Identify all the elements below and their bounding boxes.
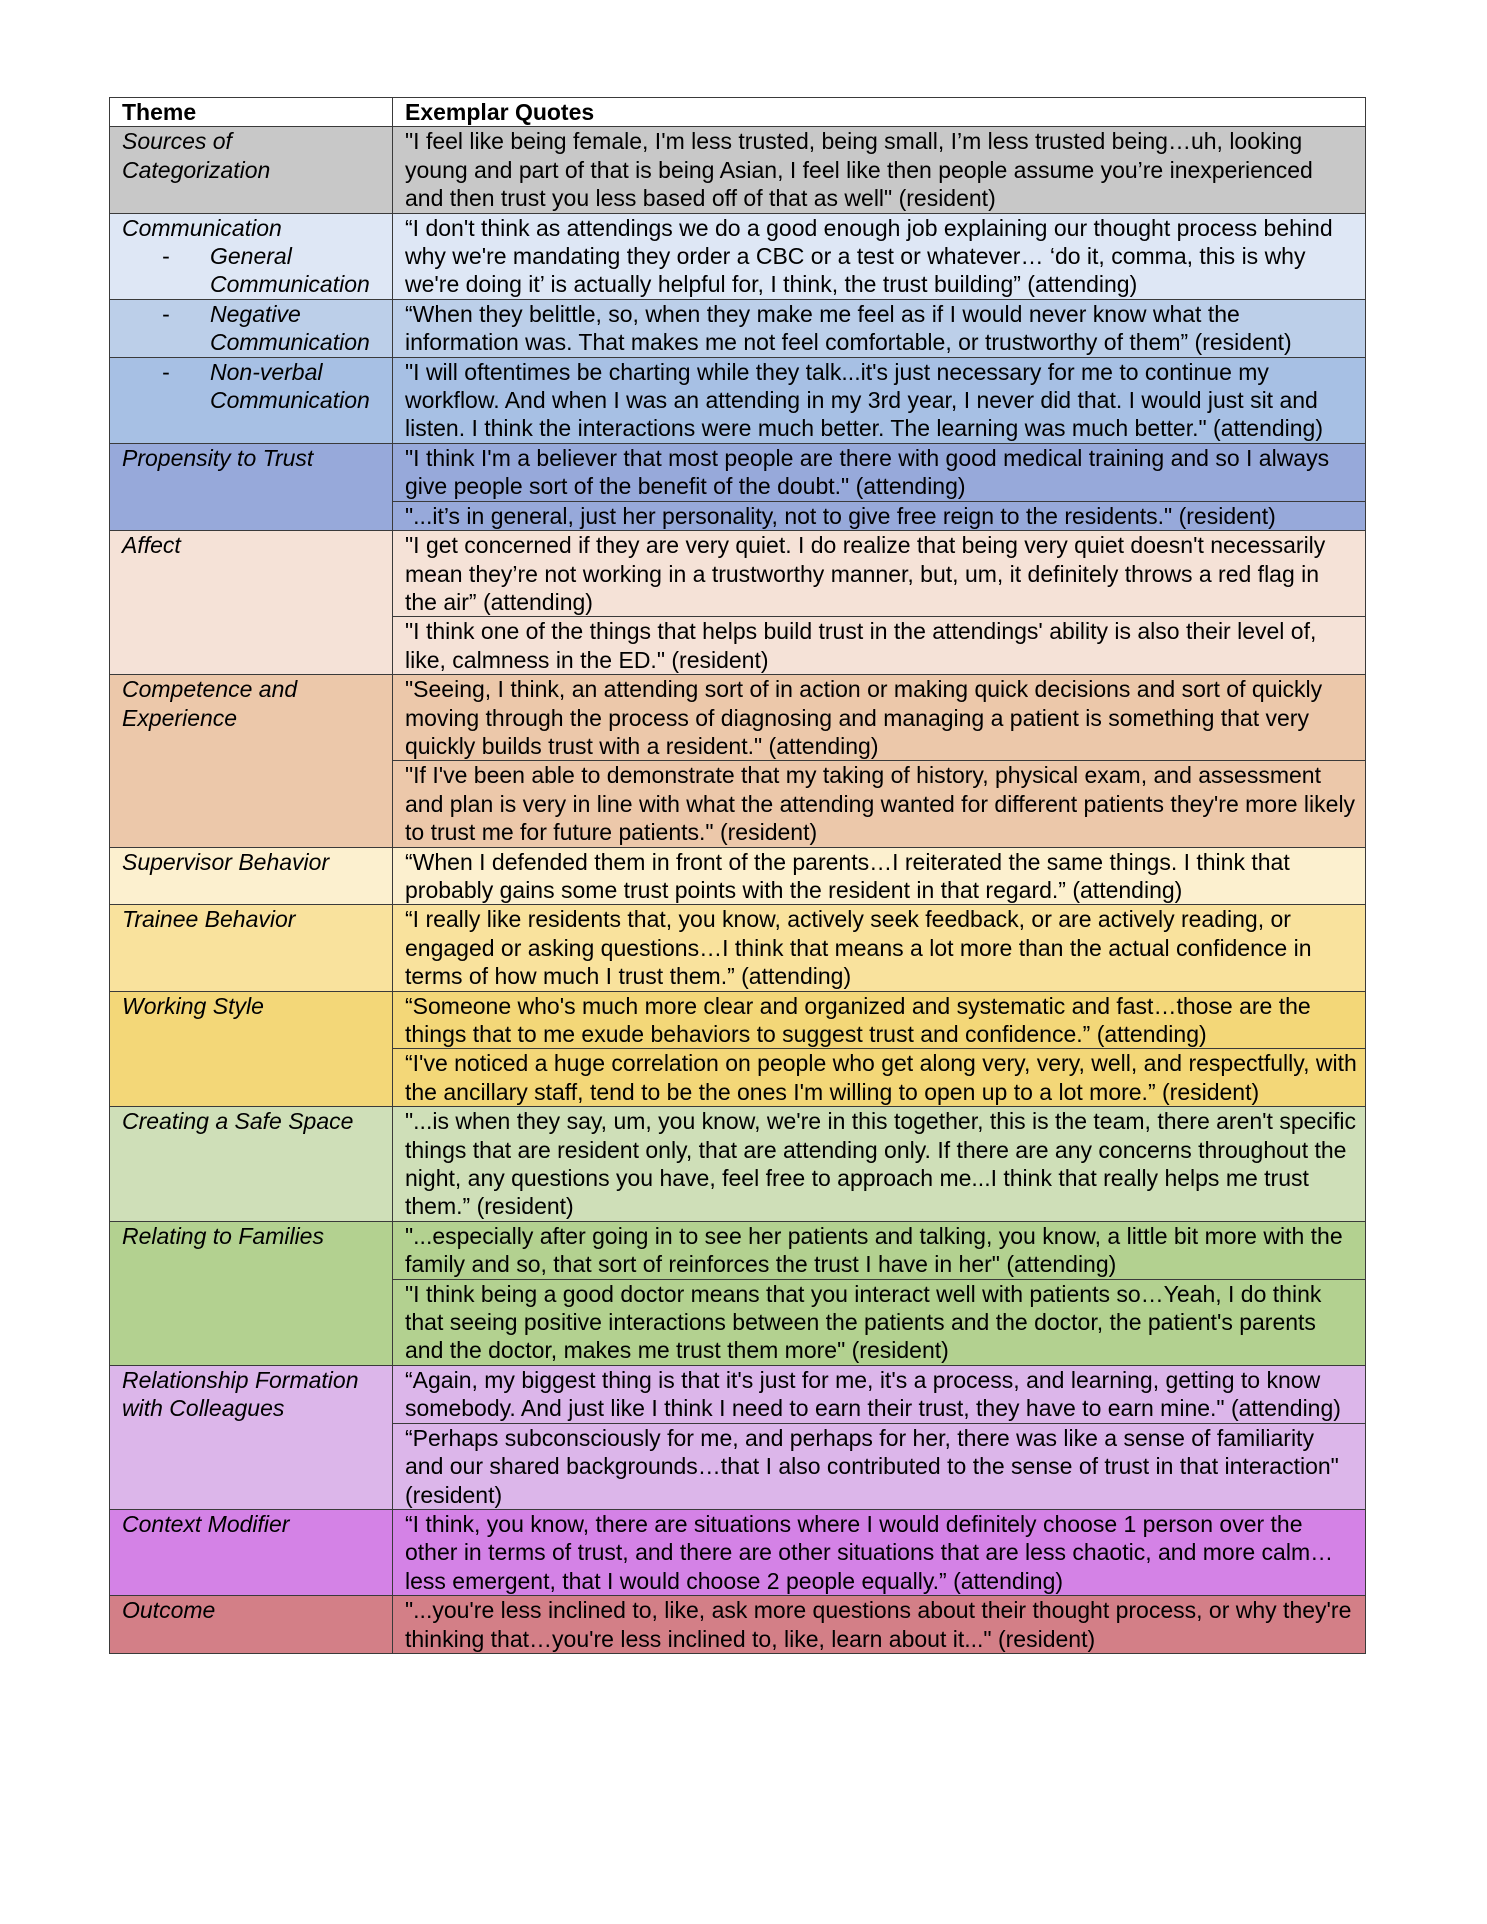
table-header-row (110, 98, 1366, 127)
theme-cell: Sources of Categorization (110, 127, 393, 213)
table-row (110, 1107, 1366, 1222)
quote-cell: "Seeing, I think, an attending sort of in action or making quick decisions and sort of quickly moving through the process of diagnosing and managing a patient is something that very quickly builds trust with a resident." (attending) (393, 675, 1366, 761)
quote-cell: "...it’s in general, just her personality, not to give free reign to the residents." (resident) (393, 501, 1366, 530)
theme-cell (110, 357, 393, 443)
subtheme-label: Negative Communication (210, 300, 370, 356)
quote-cell: "...you're less inclined to, like, ask more questions about their thought process, or why they're thinking that…you're less inclined to, like, learn about it..." (resident) (393, 1596, 1366, 1654)
quote-cell: "I think being a good doctor means that you interact well with patients so…Yeah, I do think that seeing positive interactions between the patients and the doctor, the patient's parents and the doctor, makes me trust them more" (resident) (393, 1279, 1366, 1365)
table-row (110, 1221, 1366, 1279)
theme-cell (110, 213, 393, 299)
theme-column-header: Theme (110, 98, 393, 127)
theme-cell: Competence and Experience (110, 675, 393, 847)
quote-cell: “Perhaps subconsciously for me, and perhaps for her, there was like a sense of familiarity and our shared backgrounds…that I also contributed to the sense of trust in that interaction" (resident) (393, 1423, 1366, 1509)
theme-cell: Propensity to Trust (110, 443, 393, 530)
quote-cell: “I think, you know, there are situations where I would definitely choose 1 person over the other in terms of trust, and there are other situations that are less chaotic, and more calm…less emergent, that I would choose 2 people equally.” (attending) (393, 1509, 1366, 1595)
theme-cell: Relationship Formation with Colleagues (110, 1365, 393, 1509)
theme-cell: Outcome (110, 1596, 393, 1654)
subtheme-label: General Communication (210, 243, 370, 298)
subtheme-nonverbal (122, 358, 384, 415)
quote-cell: "If I've been able to demonstrate that my taking of history, physical exam, and assessment and plan is very in line with what the attending wanted for different patients they're more likely to trust me for future patients." (resident) (393, 761, 1366, 847)
quote-cell: “I've noticed a huge correlation on people who get along very, very, well, and respectfully, with the ancillary staff, tend to be the ones I'm willing to open up to a lot more.” (resident) (393, 1049, 1366, 1107)
theme-cell: Relating to Families (110, 1221, 393, 1365)
quote-cell: "I think one of the things that helps build trust in the attendings' ability is also their level of, like, calmness in the ED." (resident) (393, 617, 1366, 675)
table-row (110, 1509, 1366, 1595)
quote-cell: “When I defended them in front of the parents…I reiterated the same things. I think that probably gains some trust points with the resident in that regard.” (attending) (393, 847, 1366, 905)
table-row (110, 213, 1366, 299)
table-row (110, 905, 1366, 991)
theme-cell: Working Style (110, 991, 393, 1107)
theme-cell: Supervisor Behavior (110, 847, 393, 905)
quote-cell: “I don't think as attendings we do a good enough job explaining our thought process behind why we're mandating they order a CBC or a test or whatever… ‘do it, comma, this is why we're doing it’ is actually helpful for, I think, the trust building” (attending) (393, 213, 1366, 299)
themes-table (109, 97, 1366, 1654)
table-row (110, 1365, 1366, 1423)
table-row (110, 531, 1366, 617)
theme-label: Communication (122, 214, 282, 241)
bullet-dash: - (162, 300, 170, 327)
quote-cell: "...especially after going in to see her patients and talking, you know, a little bit more with the family and so, that sort of reinforces the trust I have in her" (attending) (393, 1221, 1366, 1279)
theme-cell: Affect (110, 531, 393, 675)
table-row (110, 1596, 1366, 1654)
theme-cell (110, 299, 393, 357)
quote-cell: “Someone who's much more clear and organized and systematic and fast…those are the things that to me exude behaviors to suggest trust and confidence.” (attending) (393, 991, 1366, 1049)
table-row (110, 847, 1366, 905)
quote-cell: "I feel like being female, I'm less trusted, being small, I’m less trusted being…uh, looking young and part of that is being Asian, I feel like then people assume you’re inexperienced and then trust you less based off of that as well" (resident) (393, 127, 1366, 213)
subtheme-negative (122, 300, 384, 357)
subtheme-label: Non-verbal Communication (210, 358, 370, 414)
bullet-dash: - (162, 243, 170, 270)
quote-cell: “When they belittle, so, when they make me feel as if I would never know what the information was. That makes me not feel comfortable, or trustworthy of them” (resident) (393, 299, 1366, 357)
subtheme-general (122, 242, 384, 299)
quote-cell: “Again, my biggest thing is that it's just for me, it's a process, and learning, getting to know somebody. And just like I think I need to earn their trust, they have to earn mine." (attending) (393, 1365, 1366, 1423)
bullet-dash: - (162, 358, 170, 385)
theme-cell: Trainee Behavior (110, 905, 393, 991)
quote-cell: “I really like residents that, you know, actively seek feedback, or are actively reading, or engaged or asking questions…I think that means a lot more than the actual confidence in terms of how much I trust them.” (attending) (393, 905, 1366, 991)
quote-cell: "I think I'm a believer that most people are there with good medical training and so I always give people sort of the benefit of the doubt." (attending) (393, 443, 1366, 501)
table-row (110, 443, 1366, 501)
table-row (110, 357, 1366, 443)
table-row (110, 675, 1366, 761)
quotes-column-header: Exemplar Quotes (393, 98, 1366, 127)
theme-cell: Context Modifier (110, 1509, 393, 1595)
quote-cell: "I will oftentimes be charting while they talk...it's just necessary for me to continue my workflow. And when I was an attending in my 3rd year, I never did that. I would just sit and listen. I think the interactions were much better. The learning was much better." (attending) (393, 357, 1366, 443)
theme-cell: Creating a Safe Space (110, 1107, 393, 1222)
table-row (110, 299, 1366, 357)
table-row (110, 991, 1366, 1049)
quote-cell: "I get concerned if they are very quiet. I do realize that being very quiet doesn't necessarily mean they’re not working in a trustworthy manner, but, um, it definitely throws a red flag in the air” (attending) (393, 531, 1366, 617)
quote-cell: "...is when they say, um, you know, we're in this together, this is the team, there aren't specific things that are resident only, that are attending only. If there are any concerns throughout the night, any questions you have, feel free to approach me...I think that really helps me trust them.” (resident) (393, 1107, 1366, 1222)
table-row (110, 127, 1366, 213)
